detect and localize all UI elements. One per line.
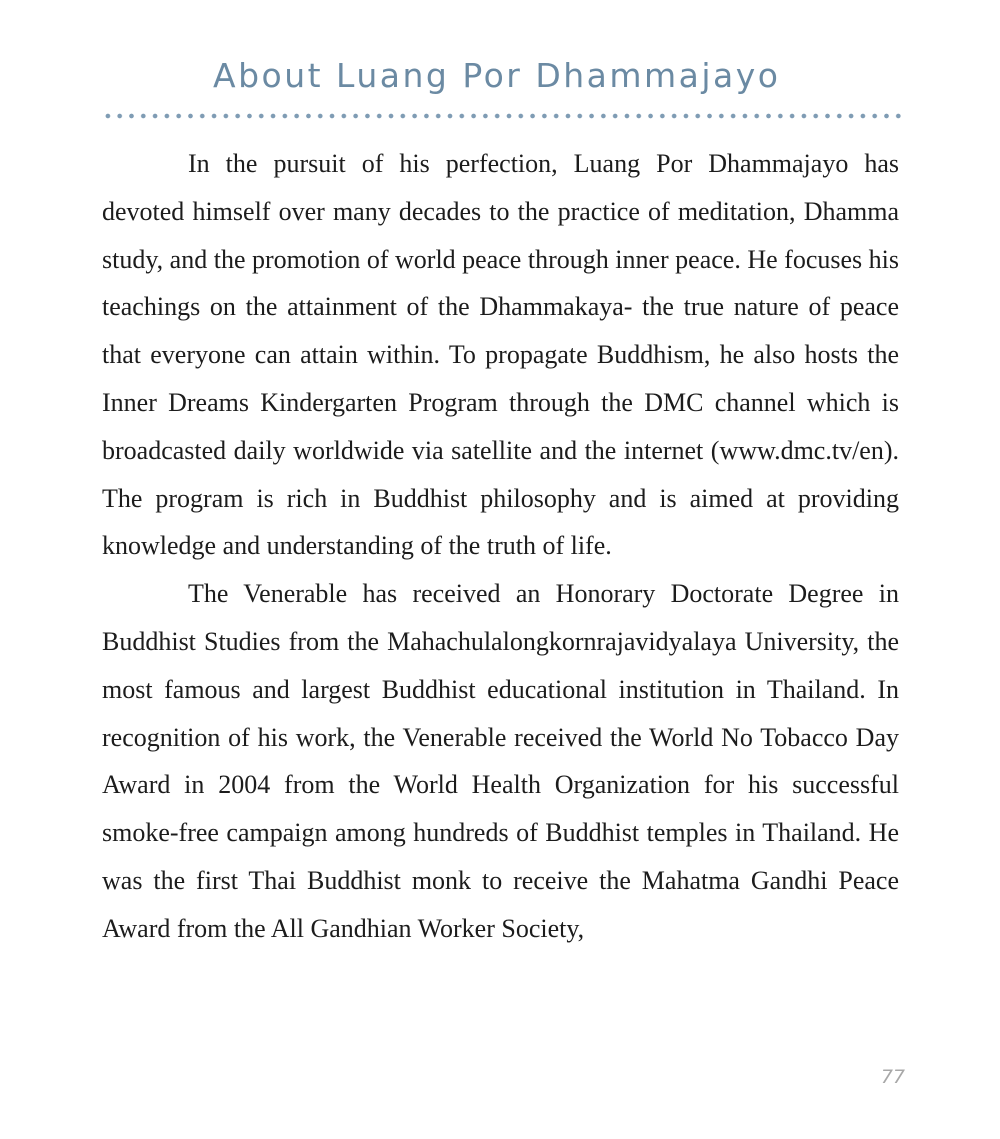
dotted-divider (102, 111, 902, 121)
page-number: 77 (880, 1066, 905, 1088)
page-title: About Luang Por Dhammajayo (213, 56, 781, 95)
paragraph-2: The Venerable has received an Honorary Doctorate Degree in Buddhist Studies from the Mahachulalongkornrajavidyalaya University, the most famous and largest Buddhist educational institution in Thailand. In recognition of his work, the Venerable received the World No Tobacco Day Award in 2004 from the World Health Organization for his successful smoke-free campaign among hundreds of Buddhist temples in Thailand. He was the first Thai Buddhist monk to receive the Mahatma Gandhi Peace Award from the All Gandhian Worker Society, (102, 579, 899, 943)
body-text (102, 140, 899, 953)
paragraph-1: In the pursuit of his perfection, Luang Por Dhammajayo has devoted himself over many decades to the practice of meditation, Dhamma study, and the promotion of world peace through inner peace. He focuses his teachings on the attainment of the Dhammakaya- the true nature of peace that everyone can attain within. To propagate Buddhism, he also hosts the Inner Dreams Kindergarten Program through the DMC channel which is broadcasted daily worldwide via satellite and the internet (www.dmc.tv/en). The program is rich in Buddhist philosophy and is aimed at providing knowledge and understanding of the truth of life. (102, 149, 899, 561)
